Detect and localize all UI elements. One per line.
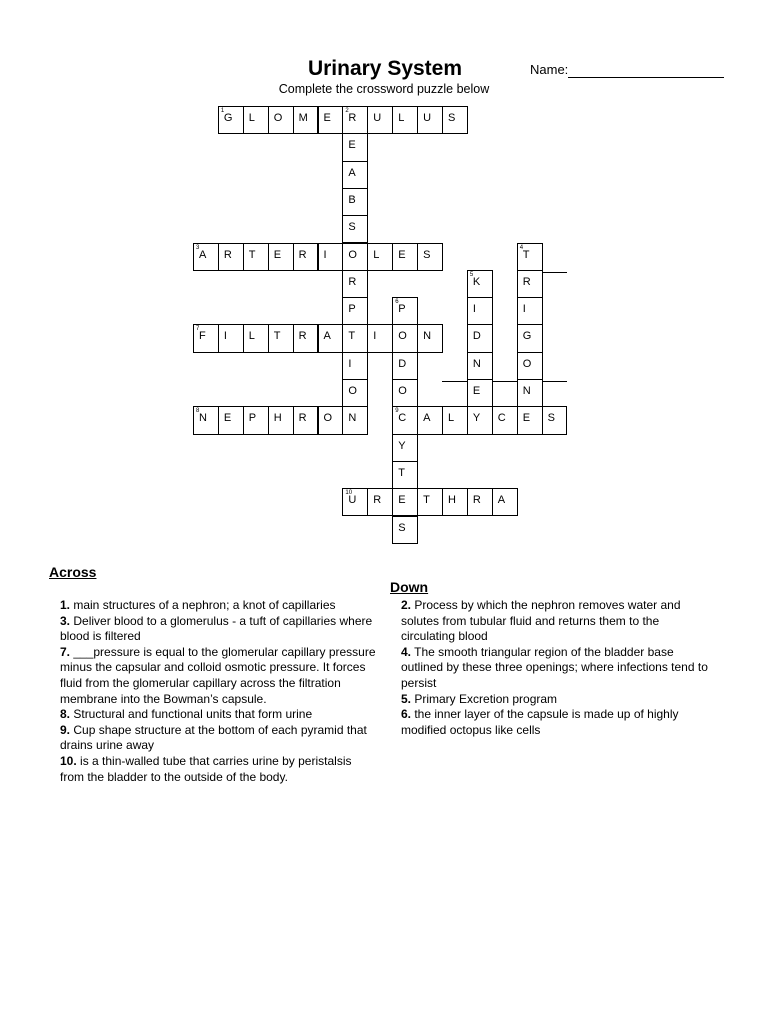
grid-cell[interactable] bbox=[318, 106, 344, 134]
clue-number: 10. bbox=[60, 753, 77, 768]
grid-cell[interactable] bbox=[467, 270, 493, 298]
clue-text: Cup shape structure at the bottom of each pyramid that drains urine away bbox=[60, 722, 367, 753]
cell-letter: T bbox=[423, 494, 430, 507]
grid-cell[interactable] bbox=[243, 106, 269, 134]
cell-letter: T bbox=[522, 248, 530, 261]
cell-letter: N bbox=[522, 385, 531, 397]
grid-cell[interactable] bbox=[417, 106, 443, 134]
cell-letter: U bbox=[423, 112, 432, 124]
grid-cell[interactable] bbox=[517, 243, 543, 271]
grid-cell[interactable] bbox=[342, 297, 368, 325]
clue-number: 8 bbox=[196, 408, 200, 415]
grid-cell[interactable] bbox=[392, 106, 418, 134]
grid-cell[interactable] bbox=[243, 324, 269, 352]
grid-cell[interactable] bbox=[342, 215, 368, 243]
cell-letter: U bbox=[373, 112, 382, 124]
cell-letter: Y bbox=[398, 439, 406, 452]
cell-letter: S bbox=[348, 221, 356, 234]
cell-letter: B bbox=[348, 193, 356, 206]
clue-number: 2 bbox=[345, 108, 349, 114]
cell-letter: E bbox=[472, 385, 481, 397]
grid-cell[interactable] bbox=[218, 243, 244, 271]
grid-cell[interactable] bbox=[342, 188, 368, 216]
grid-cell[interactable] bbox=[392, 324, 418, 352]
cell-letter: O bbox=[398, 330, 407, 343]
cell-letter: L bbox=[248, 330, 255, 343]
cell-letter: A bbox=[497, 494, 506, 507]
cell-letter: G bbox=[522, 330, 532, 343]
grid-cell[interactable] bbox=[442, 488, 468, 516]
cell-letter: Y bbox=[472, 412, 481, 425]
grid-cell[interactable] bbox=[517, 379, 543, 407]
cell-letter: I bbox=[522, 303, 526, 316]
clue-number: 8. bbox=[60, 707, 71, 722]
cell-letter: K bbox=[472, 275, 481, 288]
clue-text: ___pressure is equal to the glomerular capillary pressure minus the capsular and colloid osmotic pressure. It forces fluid from the glomerular capillary across the filtration membrane into the Bowman’s capsule. bbox=[60, 644, 376, 706]
cell-letter: S bbox=[423, 248, 431, 261]
grid-cell[interactable] bbox=[392, 406, 418, 434]
cell-letter: D bbox=[398, 357, 407, 370]
grid-cell[interactable] bbox=[293, 324, 319, 352]
grid-cell[interactable] bbox=[392, 434, 418, 462]
across-clue-list bbox=[60, 598, 378, 785]
cell-letter: A bbox=[323, 330, 331, 343]
down-clue bbox=[401, 707, 716, 738]
cell-letter: R bbox=[348, 275, 357, 288]
cell-letter: N bbox=[423, 330, 432, 343]
grid-cell[interactable] bbox=[442, 106, 468, 134]
grid-cell[interactable] bbox=[492, 488, 518, 516]
grid-cell[interactable] bbox=[218, 406, 244, 434]
page-title: Urinary System bbox=[307, 57, 463, 80]
cell-letter: E bbox=[223, 412, 232, 425]
grid-cell[interactable] bbox=[417, 324, 443, 352]
down-clue bbox=[401, 692, 716, 708]
cell-letter: N bbox=[472, 357, 481, 370]
cell-letter: P bbox=[398, 303, 406, 316]
grid-cell[interactable] bbox=[467, 406, 493, 434]
grid-cell[interactable] bbox=[517, 270, 543, 298]
grid-cell[interactable] bbox=[467, 352, 493, 380]
grid-cell[interactable] bbox=[342, 106, 368, 134]
cell-letter: E bbox=[398, 248, 406, 261]
grid-cell[interactable] bbox=[517, 406, 543, 434]
grid-cell[interactable] bbox=[342, 352, 368, 380]
cell-letter: O bbox=[522, 357, 532, 370]
grid-cell[interactable] bbox=[442, 406, 468, 434]
clue-number: 10 bbox=[345, 490, 353, 497]
cell-letter: I bbox=[223, 330, 227, 343]
grid-cell[interactable] bbox=[367, 488, 393, 516]
down-clue-list bbox=[401, 598, 716, 738]
cell-letter: E bbox=[323, 112, 331, 124]
down-clue bbox=[401, 645, 716, 692]
clue-text: main structures of a nephron; a knot of capillaries bbox=[70, 598, 336, 612]
cell-letter: S bbox=[547, 412, 555, 425]
cell-letter: T bbox=[348, 330, 356, 343]
cell-letter: L bbox=[373, 248, 380, 261]
grid-cell[interactable] bbox=[342, 161, 368, 189]
grid-cell[interactable] bbox=[517, 297, 543, 325]
down-clue bbox=[401, 598, 716, 645]
cell-letter: P bbox=[348, 303, 356, 316]
grid-cell[interactable] bbox=[293, 406, 319, 434]
grid-cell[interactable] bbox=[193, 324, 219, 352]
grid-cell[interactable] bbox=[367, 106, 393, 134]
cell-letter: R bbox=[348, 112, 357, 124]
cell-letter: R bbox=[298, 330, 307, 343]
clue-number: 6. bbox=[401, 707, 412, 722]
cell-letter: I bbox=[323, 248, 327, 261]
across-clue bbox=[60, 723, 378, 754]
grid-cell[interactable] bbox=[342, 379, 368, 407]
grid-cell[interactable] bbox=[417, 406, 443, 434]
clue-number: 2. bbox=[401, 598, 412, 612]
cell-letter: R bbox=[522, 275, 531, 288]
grid-cell[interactable] bbox=[342, 488, 368, 516]
cell-letter: E bbox=[273, 248, 282, 261]
cell-letter: L bbox=[448, 412, 455, 425]
cell-letter: D bbox=[472, 330, 481, 343]
grid-cell[interactable] bbox=[268, 406, 294, 434]
clue-number: 4. bbox=[401, 644, 412, 659]
clue-number: 3. bbox=[60, 613, 71, 628]
clue-text: Process by which the nephron removes water and solutes from tubular fluid and returns them to the circulating blood bbox=[401, 598, 681, 644]
cell-letter: I bbox=[472, 303, 476, 316]
cell-letter: A bbox=[348, 166, 356, 179]
clue-number: 3 bbox=[196, 244, 200, 251]
grid-cell[interactable] bbox=[492, 406, 518, 434]
across-clue bbox=[60, 645, 378, 707]
cell-letter: T bbox=[398, 466, 405, 479]
clue-number: 9 bbox=[395, 408, 399, 415]
cell-letter: A bbox=[199, 248, 207, 261]
cell-letter: E bbox=[522, 412, 531, 425]
grid-cell[interactable] bbox=[392, 516, 418, 544]
grid-cell[interactable] bbox=[243, 406, 269, 434]
grid-cell[interactable] bbox=[318, 406, 344, 434]
grid-cell[interactable] bbox=[342, 324, 368, 352]
subtitle: Complete the crossword puzzle below bbox=[278, 82, 490, 96]
grid-cell[interactable] bbox=[467, 488, 493, 516]
clue-text: Deliver blood to a glomerulus - a tuft of capillaries where blood is filtered bbox=[60, 613, 373, 644]
grid-cell[interactable] bbox=[542, 406, 568, 434]
cell-letter: T bbox=[248, 248, 256, 261]
cell-letter: L bbox=[248, 112, 255, 124]
grid-cell[interactable] bbox=[218, 106, 244, 134]
across-clue bbox=[60, 614, 378, 645]
grid-cell[interactable] bbox=[392, 243, 418, 271]
grid-cell[interactable] bbox=[268, 324, 294, 352]
cell-letter: E bbox=[348, 139, 356, 152]
grid-cell[interactable] bbox=[517, 352, 543, 380]
grid-cell[interactable] bbox=[193, 243, 219, 271]
cell-letter: R bbox=[298, 248, 307, 261]
cell-letter: R bbox=[472, 494, 481, 507]
cell-letter: O bbox=[273, 112, 283, 124]
cell-letter: N bbox=[199, 412, 207, 425]
grid-cell[interactable] bbox=[342, 406, 368, 434]
down-heading: Down bbox=[390, 579, 429, 595]
cell-letter: S bbox=[448, 112, 456, 124]
clue-text: Primary Excretion program bbox=[411, 691, 558, 706]
grid-cell[interactable] bbox=[392, 352, 418, 380]
across-clue bbox=[60, 754, 378, 785]
grid-stray-line bbox=[542, 272, 567, 273]
grid-cell[interactable] bbox=[392, 297, 418, 325]
grid-cell[interactable] bbox=[318, 243, 344, 271]
cell-letter: T bbox=[273, 330, 281, 343]
cell-letter: P bbox=[248, 412, 257, 425]
cell-letter: L bbox=[398, 112, 405, 124]
clue-number: 6 bbox=[395, 299, 399, 306]
grid-cell[interactable] bbox=[367, 243, 393, 271]
grid-cell[interactable] bbox=[293, 106, 319, 134]
cell-letter: A bbox=[423, 412, 431, 425]
clue-number: 5 bbox=[469, 271, 474, 278]
grid-cell[interactable] bbox=[467, 379, 493, 407]
clue-number: 7. bbox=[60, 644, 71, 659]
clue-number: 7 bbox=[196, 326, 200, 333]
clue-text: Structural and functional units that form urine bbox=[70, 707, 313, 722]
grid-cell[interactable] bbox=[467, 324, 493, 352]
grid-stray-line bbox=[442, 381, 567, 382]
grid-cell[interactable] bbox=[417, 488, 443, 516]
cell-letter: H bbox=[448, 494, 456, 507]
grid-cell[interactable] bbox=[392, 488, 418, 516]
clue-number: 1 bbox=[220, 108, 225, 114]
across-clue bbox=[60, 707, 378, 723]
cell-letter: H bbox=[273, 412, 282, 425]
clue-number: 1. bbox=[60, 598, 71, 612]
cell-letter: F bbox=[199, 330, 206, 343]
cell-letter: R bbox=[298, 412, 307, 425]
grid-cell[interactable] bbox=[342, 133, 368, 161]
grid-cell[interactable] bbox=[293, 243, 319, 271]
cell-letter: O bbox=[323, 412, 333, 425]
cell-letter: I bbox=[348, 357, 352, 370]
cell-letter: I bbox=[373, 330, 377, 343]
grid-cell[interactable] bbox=[392, 379, 418, 407]
grid-cell[interactable] bbox=[318, 324, 344, 352]
clue-text: is a thin-walled tube that carries urine by peristalsis from the bladder to the outside of the body. bbox=[60, 753, 352, 784]
clue-text: The smooth triangular region of the bladder base outlined by these three openings; where infections tend to persist bbox=[401, 644, 708, 690]
cell-letter: N bbox=[348, 412, 357, 425]
cell-letter: O bbox=[348, 248, 357, 261]
grid-cell[interactable] bbox=[218, 324, 244, 352]
cell-letter: C bbox=[398, 412, 407, 425]
cell-letter: R bbox=[373, 494, 382, 507]
cell-letter: O bbox=[398, 385, 407, 397]
grid-cell[interactable] bbox=[193, 406, 219, 434]
cell-letter: M bbox=[298, 112, 308, 124]
clue-text: the inner layer of the capsule is made up of highly modified octopus like cells bbox=[401, 707, 679, 737]
across-clue bbox=[60, 598, 378, 614]
grid-cell[interactable] bbox=[268, 106, 294, 134]
clue-number: 4 bbox=[519, 244, 524, 251]
grid-cell[interactable] bbox=[367, 324, 393, 352]
clue-number: 5. bbox=[401, 691, 412, 706]
cell-letter: E bbox=[398, 494, 406, 507]
cell-letter: U bbox=[348, 494, 357, 507]
cell-letter: C bbox=[497, 412, 506, 425]
clue-number: 9. bbox=[60, 722, 71, 737]
cell-letter: G bbox=[223, 112, 233, 124]
across-heading: Across bbox=[49, 564, 97, 580]
grid-cell[interactable] bbox=[417, 243, 443, 271]
grid-cell[interactable] bbox=[268, 243, 294, 271]
grid-cell[interactable] bbox=[243, 243, 269, 271]
grid-cell[interactable] bbox=[342, 270, 368, 298]
cell-letter: O bbox=[348, 385, 357, 397]
cell-letter: R bbox=[223, 248, 232, 261]
name-label: Name: bbox=[530, 62, 569, 77]
cell-letter: S bbox=[398, 521, 406, 534]
grid-cell[interactable] bbox=[517, 324, 543, 352]
grid-cell[interactable] bbox=[342, 243, 368, 271]
grid-cell[interactable] bbox=[392, 461, 418, 489]
grid-cell[interactable] bbox=[467, 297, 493, 325]
